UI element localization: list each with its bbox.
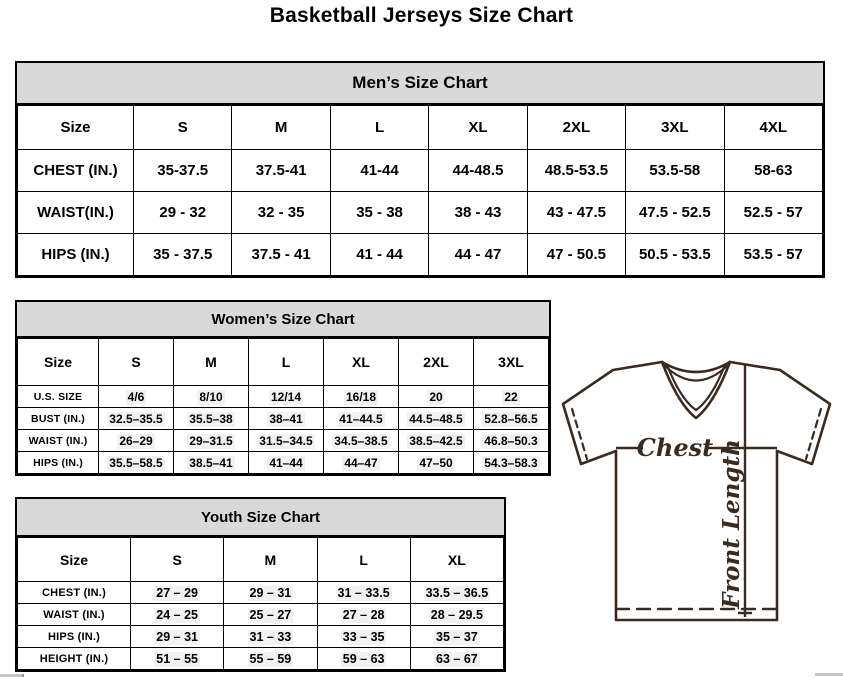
size-value: 48.5-53.5 [527,150,625,192]
size-value: 32.5–35.5 [109,411,163,426]
youth-chart-title: Youth Size Chart [17,499,504,537]
size-value: 4/6 [127,389,145,404]
table-cell [224,604,317,626]
table-cell [317,626,410,648]
row-label: CHEST (IN.) [18,582,131,604]
table-cell [399,452,474,474]
row-label: U.S. SIZE [18,386,99,408]
table-row [18,192,823,234]
column-header: M [232,106,330,150]
column-header: 3XL [474,339,549,386]
table-row [18,452,549,474]
jersey-measurement-diagram [556,356,834,628]
size-value: 53.5 - 57 [724,234,822,276]
table-cell [410,604,503,626]
size-value: 31.5–34.5 [259,433,313,448]
table-cell [474,386,549,408]
table-header-row [18,538,504,582]
table-row [18,626,504,648]
womens-size-chart [15,300,551,476]
column-header: 2XL [527,106,625,150]
jersey-body-outline [616,451,777,620]
table-cell [410,626,503,648]
size-value: 54.3–58.3 [484,455,538,470]
size-value: 31 – 33.5 [337,585,390,600]
size-value: 33 – 35 [342,629,385,644]
size-value: 44-48.5 [429,150,527,192]
size-value: 41 - 44 [330,234,428,276]
table-cell [474,452,549,474]
table-cell [324,408,399,430]
column-header: S [99,339,174,386]
table-cell [174,452,249,474]
horizontal-scrollbar-fragment-left[interactable] [0,674,24,677]
size-value: 26–29 [119,433,153,448]
table-row [18,408,549,430]
size-value: 44 - 47 [429,234,527,276]
size-value: 29 – 31 [156,629,198,644]
column-header: XL [324,339,399,386]
table-cell [99,452,174,474]
table-cell [317,604,410,626]
size-value: 63 – 67 [436,651,478,666]
size-value: 59 – 63 [342,651,385,666]
size-value: 33.5 – 36.5 [425,585,489,600]
size-value: 41–44.5 [339,411,383,426]
horizontal-scrollbar-fragment-right[interactable] [815,673,843,676]
column-header: M [224,538,317,582]
row-label: BUST (IN.) [18,408,99,430]
size-value: 47 - 50.5 [527,234,625,276]
row-label: WAIST (IN.) [18,430,99,452]
table-cell [399,386,474,408]
size-value: 44.5–48.5 [409,411,463,426]
jersey-left-cuff-stitch [572,409,587,459]
size-value: 35 - 37.5 [134,234,232,276]
size-value: 50.5 - 53.5 [626,234,724,276]
table-cell [249,452,324,474]
mens-table [17,105,823,276]
mens-size-chart [15,61,825,278]
size-value: 53.5-58 [626,150,724,192]
size-value: 35 - 38 [330,192,428,234]
size-value: 37.5-41 [232,150,330,192]
column-header: Size [18,106,134,150]
size-value: 55 – 59 [249,651,292,666]
table-cell [224,582,317,604]
table-cell [174,408,249,430]
size-value: 38–41 [269,411,303,426]
size-value: 51 – 55 [156,651,198,666]
table-cell [474,408,549,430]
size-value: 12/14 [270,389,302,404]
womens-table [17,338,549,474]
table-cell [99,430,174,452]
front-length-label: Front Length [718,439,745,609]
size-value: 20 [429,389,443,404]
size-value: 16/18 [345,389,377,404]
size-value: 32 - 35 [232,192,330,234]
table-row [18,582,504,604]
column-header: L [330,106,428,150]
size-value: 52.8–56.5 [484,411,538,426]
table-cell [324,386,399,408]
row-label: HEIGHT (IN.) [18,648,131,670]
table-cell [410,582,503,604]
table-row [18,604,504,626]
column-header: XL [429,106,527,150]
size-value: 35.5–58.5 [109,455,163,470]
size-value: 47–50 [419,455,453,470]
column-header: 2XL [399,339,474,386]
size-value: 44–47 [344,455,378,470]
row-label: HIPS (IN.) [18,452,99,474]
table-row [18,386,549,408]
size-value: 41–44 [269,455,303,470]
column-header: S [131,538,224,582]
size-value: 37.5 - 41 [232,234,330,276]
size-value: 38.5–42.5 [409,433,463,448]
table-cell [317,648,410,670]
table-cell [99,408,174,430]
table-row [18,234,823,276]
column-header: Size [18,339,99,386]
table-cell [324,452,399,474]
row-label: HIPS (IN.) [18,234,134,276]
size-value: 24 – 25 [156,607,198,622]
column-header: 3XL [626,106,724,150]
table-cell [399,430,474,452]
table-cell [324,430,399,452]
table-cell [174,430,249,452]
size-value: 29 - 32 [134,192,232,234]
column-header: M [174,339,249,386]
jersey-collar [662,362,730,372]
column-header: 4XL [724,106,822,150]
size-value: 35-37.5 [134,150,232,192]
table-cell [131,604,224,626]
size-value: 52.5 - 57 [724,192,822,234]
size-value: 34.5–38.5 [334,433,388,448]
column-header: L [317,538,410,582]
table-cell [224,626,317,648]
table-cell [249,386,324,408]
table-cell [131,626,224,648]
size-value: 47.5 - 52.5 [626,192,724,234]
table-header-row [18,106,823,150]
size-value: 38 - 43 [429,192,527,234]
row-label: HIPS (IN.) [18,626,131,648]
size-value: 35.5–38 [189,411,233,426]
size-value: 46.8–50.3 [484,433,538,448]
size-value: 58-63 [724,150,822,192]
table-cell [174,386,249,408]
size-value: 25 – 27 [249,607,292,622]
table-row [18,150,823,192]
table-row [18,648,504,670]
size-value: 22 [504,389,518,404]
table-cell [99,386,174,408]
column-header: L [249,339,324,386]
size-value: 8/10 [199,389,223,404]
youth-size-chart [15,497,506,672]
table-cell [224,648,317,670]
table-cell [131,648,224,670]
column-header: Size [18,538,131,582]
table-cell [249,430,324,452]
size-value: 43 - 47.5 [527,192,625,234]
youth-table [17,537,504,670]
womens-chart-title: Women’s Size Chart [17,302,549,338]
size-value: 41-44 [330,150,428,192]
page-title: Basketball Jerseys Size Chart [269,4,574,27]
column-header: XL [410,538,503,582]
size-value: 38.5–41 [189,455,233,470]
size-value: 29 – 31 [249,585,292,600]
table-cell [399,408,474,430]
table-row [18,430,549,452]
chest-label: Chest [636,433,714,462]
column-header: S [134,106,232,150]
table-cell [249,408,324,430]
size-value: 35 – 37 [436,629,478,644]
size-value: 27 – 29 [156,585,198,600]
row-label: CHEST (IN.) [18,150,134,192]
table-cell [317,582,410,604]
table-cell [474,430,549,452]
row-label: WAIST(IN.) [18,192,134,234]
size-value: 28 – 29.5 [430,607,483,622]
table-cell [131,582,224,604]
mens-chart-title: Men’s Size Chart [17,63,823,105]
row-label: WAIST (IN.) [18,604,131,626]
size-value: 27 – 28 [342,607,385,622]
jersey-right-cuff-stitch [806,409,821,459]
size-value: 31 – 33 [249,629,292,644]
table-header-row [18,339,549,386]
table-cell [410,648,503,670]
size-value: 29–31.5 [189,433,233,448]
